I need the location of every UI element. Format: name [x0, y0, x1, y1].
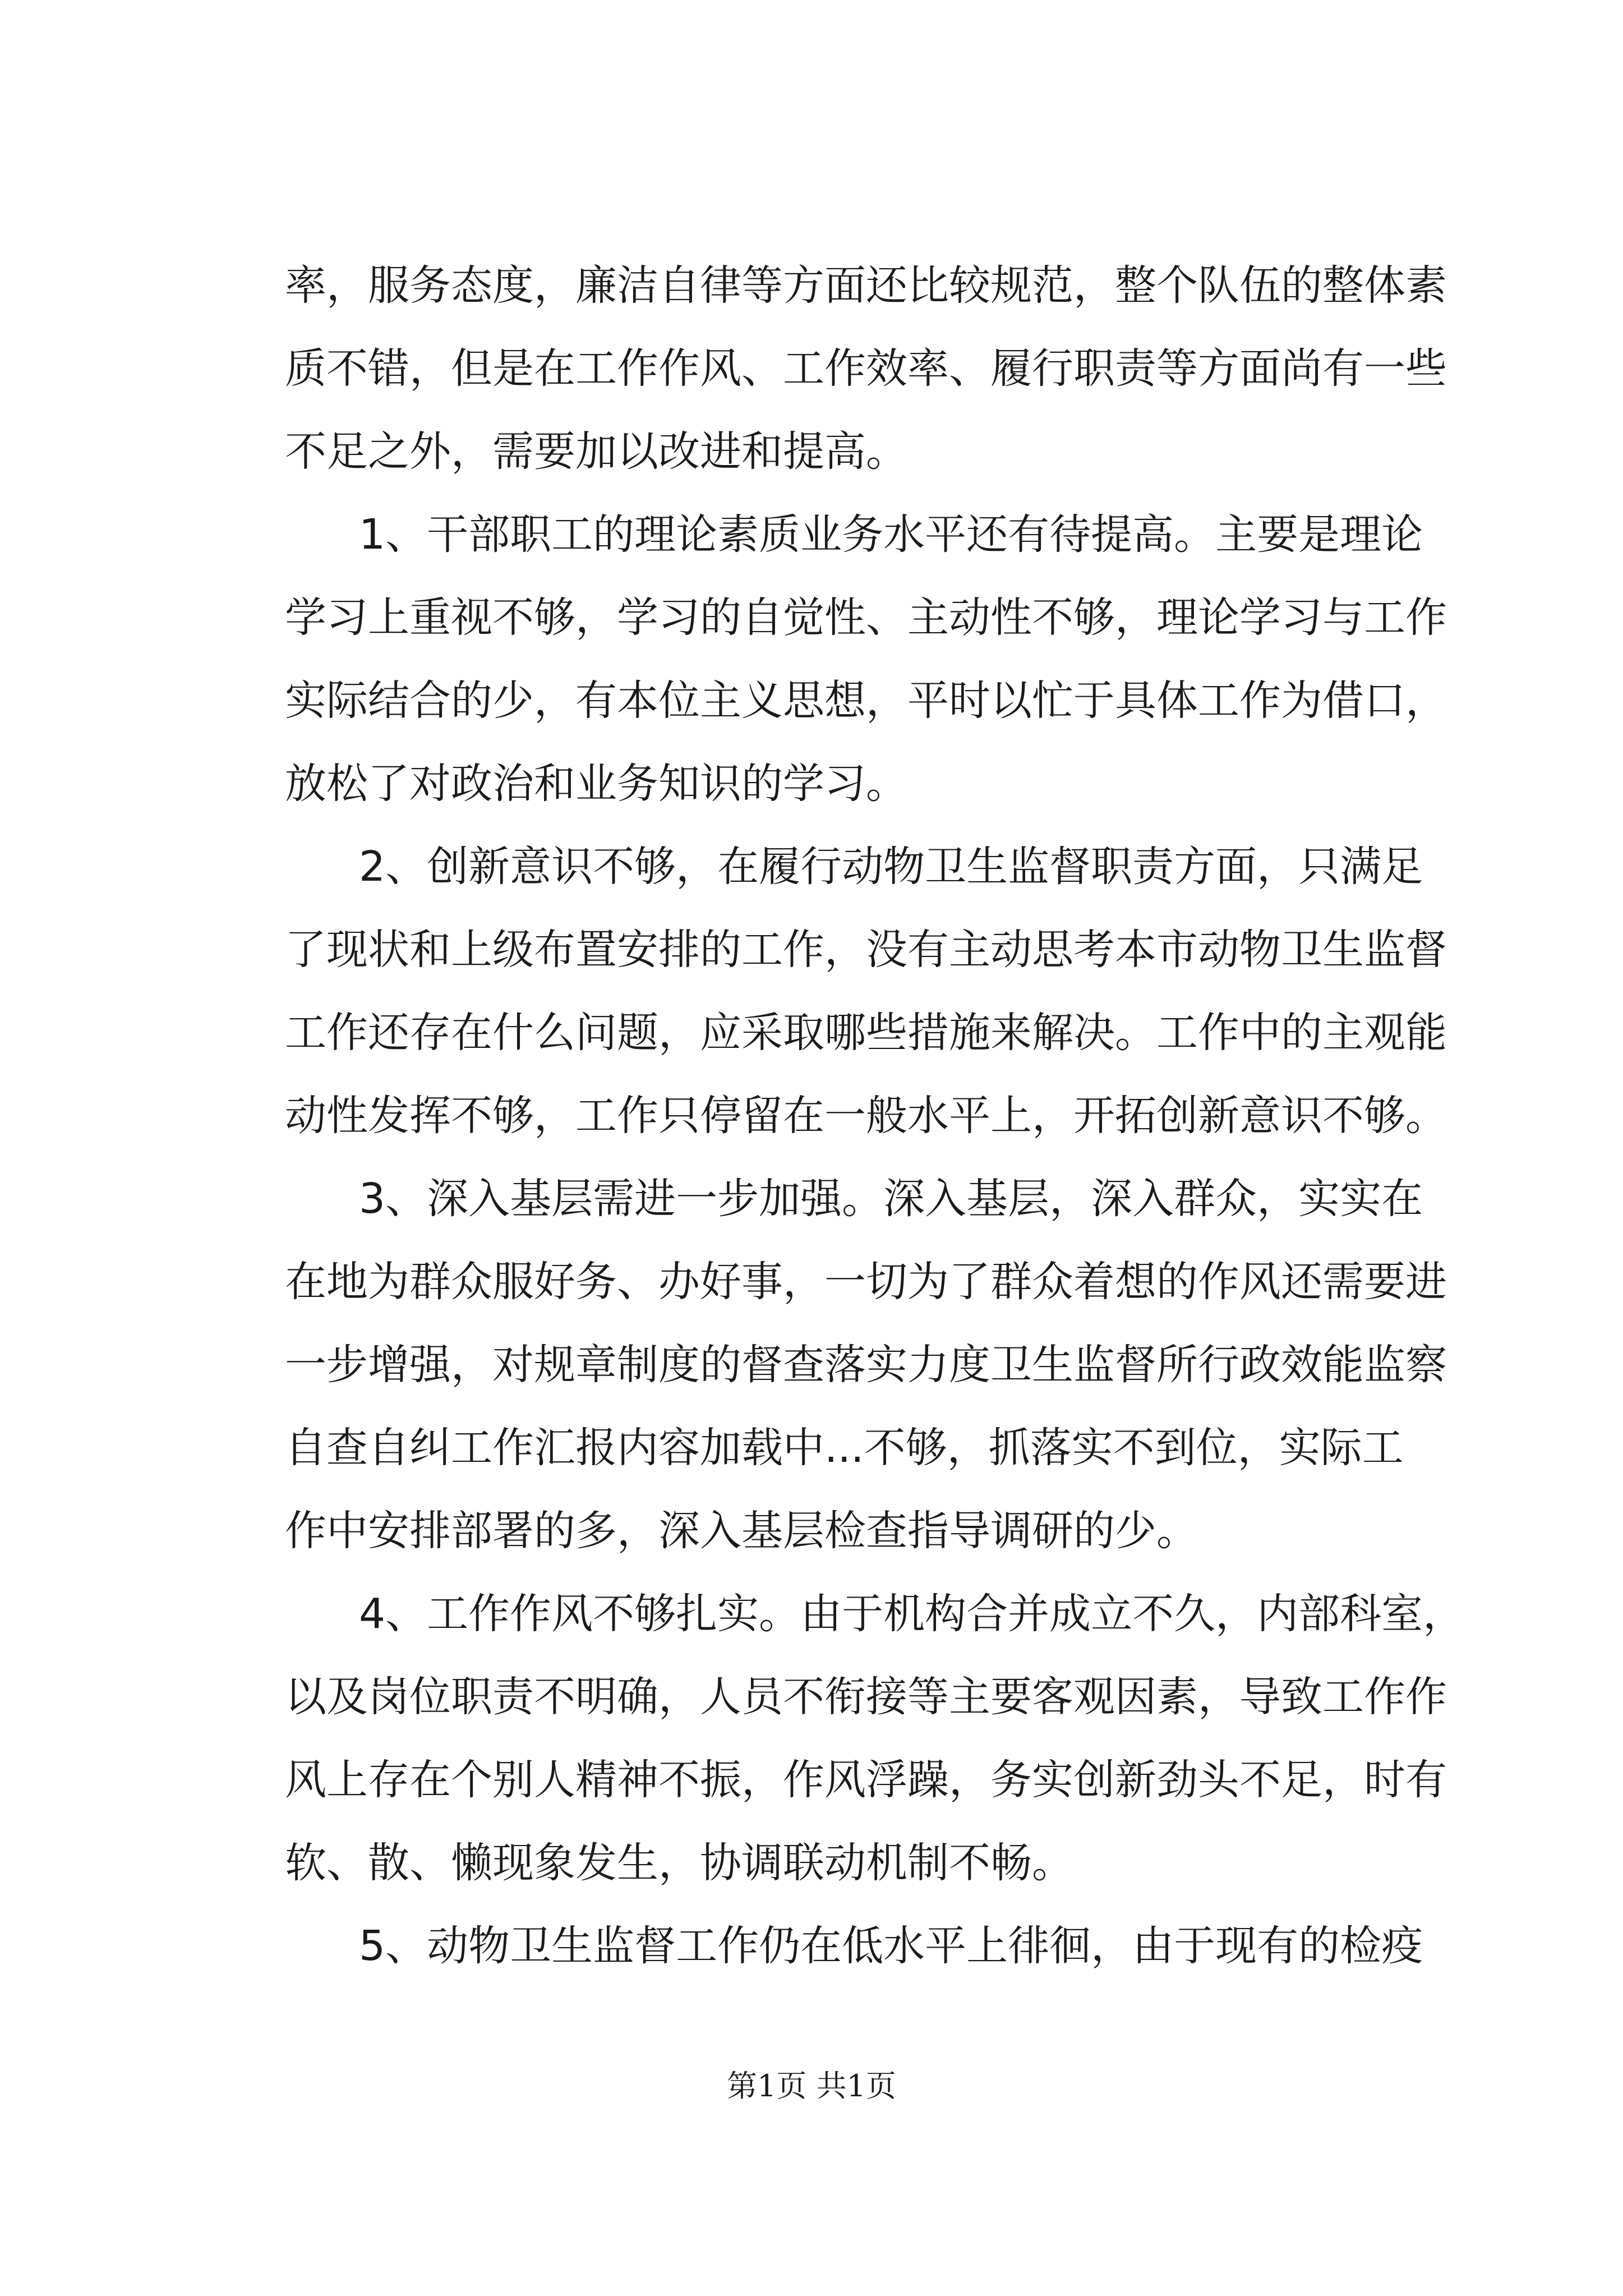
paragraph-line: 放松了对政治和业务知识的学习。	[285, 760, 907, 808]
paragraph-first-line: 4、工作作风不够扎实。由于机构合并成立不久，内部科室，	[359, 1590, 1465, 1638]
paragraph-line: 动性发挥不够，工作只停留在一般水平上，开拓创新意识不够。	[285, 1092, 1447, 1140]
paragraph-line: 在地为群众服好务、办好事，一切为了群众着想的作风还需要进	[285, 1258, 1447, 1306]
paragraph-first-line: 1、干部职工的理论素质业务水平还有待提高。主要是理论	[359, 510, 1423, 559]
paragraph-line: 风上存在个别人精神不振，作风浮躁，务实创新劲头不足，时有	[285, 1756, 1447, 1804]
paragraph-line: 率，服务态度，廉洁自律等方面还比较规范，整个队伍的整体素	[285, 261, 1447, 310]
paragraph-line: 以及岗位职责不明确，人员不衔接等主要客观因素，导致工作作	[285, 1673, 1447, 1721]
paragraph-line: 了现状和上级布置安排的工作，没有主动思考本市动物卫生监督	[285, 926, 1447, 974]
paragraph-line: 实际结合的少，有本位主义思想，平时以忙于具体工作为借口，	[285, 677, 1447, 725]
paragraph-line: 自查自纠工作汇报内容加载中...不够，抓落实不到位，实际工	[285, 1424, 1404, 1472]
paragraph-line: 工作还存在什么问题，应采取哪些措施来解决。工作中的主观能	[285, 1009, 1447, 1057]
paragraph-line: 一步增强，对规章制度的督查落实力度卫生监督所行政效能监察	[285, 1341, 1447, 1389]
paragraph-line: 质不错，但是在工作作风、工作效率、履行职责等方面尚有一些	[285, 344, 1447, 393]
paragraph-line: 不足之外，需要加以改进和提高。	[285, 427, 907, 476]
paragraph-first-line: 3、深入基层需进一步加强。深入基层，深入群众，实实在	[359, 1175, 1423, 1223]
paragraph-line: 软、散、懒现象发生，协调联动机制不畅。	[285, 1839, 1073, 1887]
paragraph-line: 学习上重视不够，学习的自觉性、主动性不够，理论学习与工作	[285, 593, 1447, 642]
paragraph-first-line: 5、动物卫生监督工作仍在低水平上徘徊，由于现有的检疫	[359, 1922, 1423, 1970]
paragraph-line: 作中安排部署的多，深入基层检查指导调研的少。	[285, 1507, 1198, 1555]
page-footer: 第1页 共1页	[727, 2068, 896, 2104]
paragraph-first-line: 2、创新意识不够，在履行动物卫生监督职责方面，只满足	[359, 843, 1423, 891]
